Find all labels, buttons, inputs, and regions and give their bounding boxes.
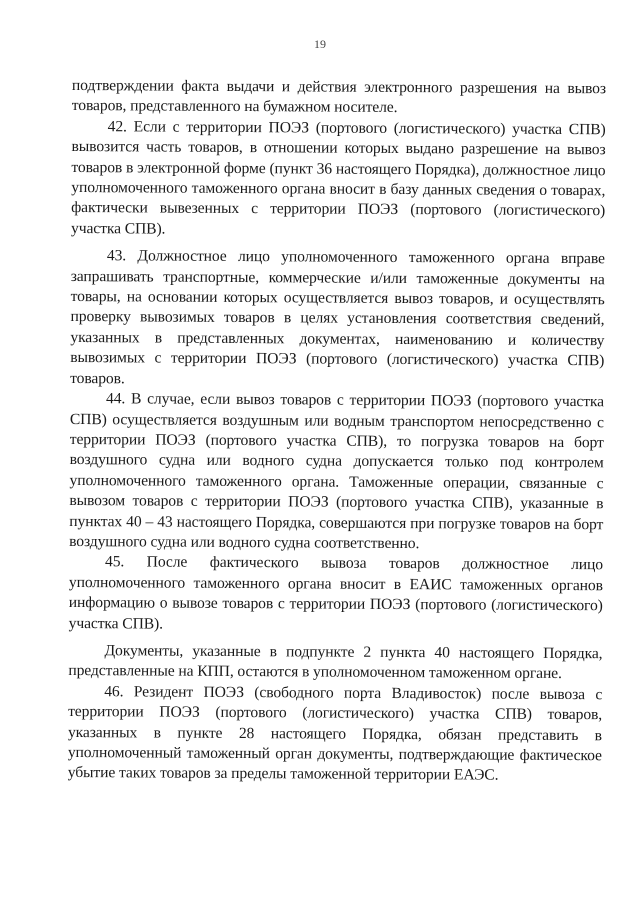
page-number: 19 — [314, 37, 326, 51]
paragraph-43: 43. Должностное лицо уполномоченного таможенного органа вправе запрашивать транспортные, коммерческие и/или таможенные документы на товары, на основании которых осуществляется вывоз товаров, и осуществлять проверку вывозимых товаров в целях установления соответствия сведений, указанных в представленных документах, наименованию и количеству вывозимых с территории ПОЭЗ (портового (логистического) участка СПВ) товаров. — [70, 247, 605, 388]
paragraph-documents: Документы, указанные в подпункте 2 пункта 40 настоящего Порядка, представленные на КПП, остаются в уполномоченном таможенном органе. — [68, 642, 603, 683]
paragraph-continuation: подтверждении факта выдачи и действия электронного разрешения на вывоз товаров, представленного на бумажном носителе. — [71, 76, 606, 117]
document-body — [68, 76, 606, 787]
paragraph-42: 42. Если с территории ПОЭЗ (портового (логистического) участка СПВ) вывозится часть товаров, в отношении которых выдано разрешение на вывоз товаров в электронной форме (пункт 36 настоящего Порядка), должностное лицо уполномоченного таможенного органа вносит в базу данных сведения о товарах, фактически вывезенных с территории ПОЭЗ (портового (логистического) участка СПВ). — [71, 118, 606, 238]
paragraph-45: 45. После фактического вывоза товаров должностное лицо уполномоченного таможенного органа вносит в ЕАИС таможенных органов информацию о вывозе товаров с территории ПОЭЗ (портового (логистического) участка СПВ). — [68, 553, 604, 633]
paragraph-46: 46. Резидент ПОЭЗ (свободного порта Владивосток) после вывоза с территории ПОЭЗ (портового (логистического) участка СПВ) товаров, указанных в пункте 28 настоящего Порядка, обязан представить в уполномоченный таможенный орган документы, подтверждающие фактическое убытие таких товаров за пределы таможенной территории ЕАЭС. — [67, 682, 603, 785]
paragraph-44: 44. В случае, если вывоз товаров с территории ПОЭЗ (портового участка СПВ) осуществляется воздушным или водным транспортом непосредственно с территории ПОЭЗ (портового участка СПВ), то погрузка товаров на борт воздушного судна или водного судна допускается только под контролем уполномоченного таможенного органа. Таможенные операции, связанные с вывозом товаров с территории ПОЭЗ (портового участка СПВ), указанные в пунктах 40 – 43 настоящего Порядка, совершаются при погрузке товаров на борт воздушного судна или водного судна соответственно. — [69, 390, 605, 553]
